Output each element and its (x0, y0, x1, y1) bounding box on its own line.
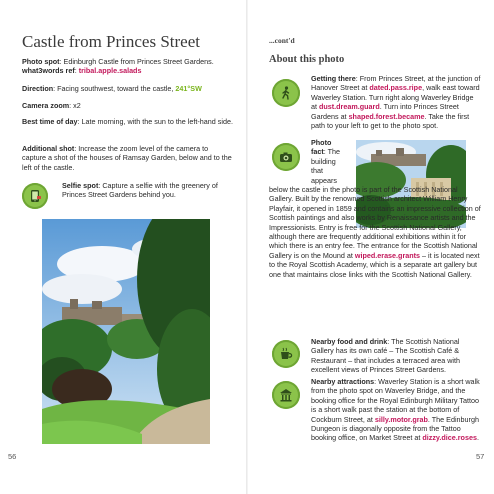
page-number-left: 56 (8, 452, 17, 461)
photo-fact-text-2: – it is located next to the Royal Scottish Academy, which is a separate art gallery but one that maintains close links with the Scottish National Gallery. (269, 250, 480, 279)
photo-fact-text-1: below the castle in the photo is part of the Scottish National Gallery. Built by the renowned Scottish architect William Henry Playfair, it opened in 1859 and contains an impressive collection of Scottish paintings and also works by Renaissance artists and the Impressionists. Entry is free for the Scottish National Gallery, although there are frequently additional exhibitions within it for which there is an entry fee. The entrance for the Scottish National Gallery is on the Mound at (269, 185, 481, 260)
zoom-info (22, 101, 234, 110)
direction-text: : Facing southwest, toward the castle, (53, 84, 176, 93)
selfie-phone-icon (22, 183, 48, 209)
photo-spot-label: Photo spot (22, 57, 60, 66)
page-number-right: 57 (476, 452, 485, 461)
w3w-label: what3words ref (22, 66, 75, 76)
direction-value: 241°SW (175, 84, 202, 93)
w3w-link-shaped[interactable]: shaped.forest.became (348, 111, 425, 121)
fact-line-1: : The (323, 147, 341, 157)
additional-shot-text: : Increase the zoom level of the camera to capture a shot of the houses of Ramsay Garden, below and to the left of the castle. (22, 144, 232, 172)
direction-label: Direction (22, 84, 54, 93)
time-label: Best time of day (22, 117, 78, 126)
w3w-link-wiped[interactable]: wiped.erase.grants (354, 250, 421, 260)
photo-spot-info (22, 57, 234, 76)
continued-label: ...cont'd (269, 36, 295, 45)
nearby-attractions-label: Nearby attractions (311, 377, 375, 386)
nearby-attractions-info (311, 377, 481, 443)
zoom-text: : x2 (69, 101, 81, 110)
castle-photo (42, 219, 210, 444)
page-title: Castle from Princes Street (22, 32, 200, 51)
w3w-link[interactable]: tribal.apple.salads (78, 66, 142, 76)
fact-line-3: that (311, 166, 323, 176)
selfie-spot-info (62, 181, 234, 200)
w3w-link-dust[interactable]: dust.dream.guard (319, 102, 380, 112)
time-info (22, 117, 234, 126)
attractions-text-2: . The Edinburgh Dungeon is diagonally opposite from the Tattoo booking office, on Market Street at (311, 414, 479, 443)
w3w-link-dated[interactable]: dated.pass.ripe (369, 83, 423, 93)
photo-fact-body (269, 185, 481, 279)
w3w-link-dizzy[interactable]: dizzy.dice.roses (422, 433, 477, 443)
food-drink-info (311, 337, 481, 375)
camera-icon (272, 143, 300, 171)
getting-there-text-2: , walk east toward Waverley Station. Turn right along Waverley Bridge at (311, 83, 480, 112)
w3w-link-silly[interactable]: silly.motor.grab (374, 414, 428, 424)
additional-shot-label: Additional shot (22, 144, 75, 153)
photo-fact-heading (311, 138, 355, 185)
photo-spot-text: : Edinburgh Castle from Princes Street Gardens. (59, 57, 214, 66)
direction-info (22, 84, 234, 93)
section-heading: About this photo (269, 54, 345, 65)
walking-person-icon (272, 79, 300, 107)
attractions-text-3: . (476, 433, 479, 443)
coffee-cup-icon (272, 340, 300, 368)
photo-fact-label-1: Photo (311, 138, 332, 147)
selfie-label: Selfie spot (62, 181, 99, 190)
getting-there-text-3: . Turn into Princes Street Gardens at (311, 102, 459, 121)
w3w-colon: : (74, 66, 79, 76)
getting-there-text-4: . Take the first path to your left to get to the photo spot. (311, 111, 470, 131)
left-page (0, 0, 246, 494)
attractions-text-1: : Waverley Station is a short walk from the photo spot on Waverley Bridge, and the booking office for the Royal Edinburgh Military Tattoo is a short walk past the station at the bottom of Cockburn Street, at (311, 377, 480, 424)
additional-shot-info (22, 144, 234, 172)
photo-fact-label-2: fact (311, 147, 324, 157)
getting-there-info (311, 74, 481, 130)
fact-line-2: building (311, 156, 336, 166)
book-gutter (246, 0, 248, 494)
food-drink-text: : The Scottish National Gallery has its own café – The Scottish Café & Restaurant – that includes a terraced area with excellent views of Princes Street Gardens. (311, 337, 461, 375)
building-icon (272, 381, 300, 409)
getting-there-label: Getting there (311, 74, 356, 83)
fact-line-4: appears (311, 175, 337, 185)
time-text: : Late morning, with the sun to the left-hand side. (77, 117, 233, 126)
zoom-label: Camera zoom (22, 101, 70, 110)
food-drink-label: Nearby food and drink (311, 337, 388, 346)
selfie-text: : Capture a selfie with the greenery of Princes Street Gardens behind you. (62, 181, 218, 200)
getting-there-text-1: : From Princes Street, at the junction of Hanover Street at (311, 74, 481, 93)
